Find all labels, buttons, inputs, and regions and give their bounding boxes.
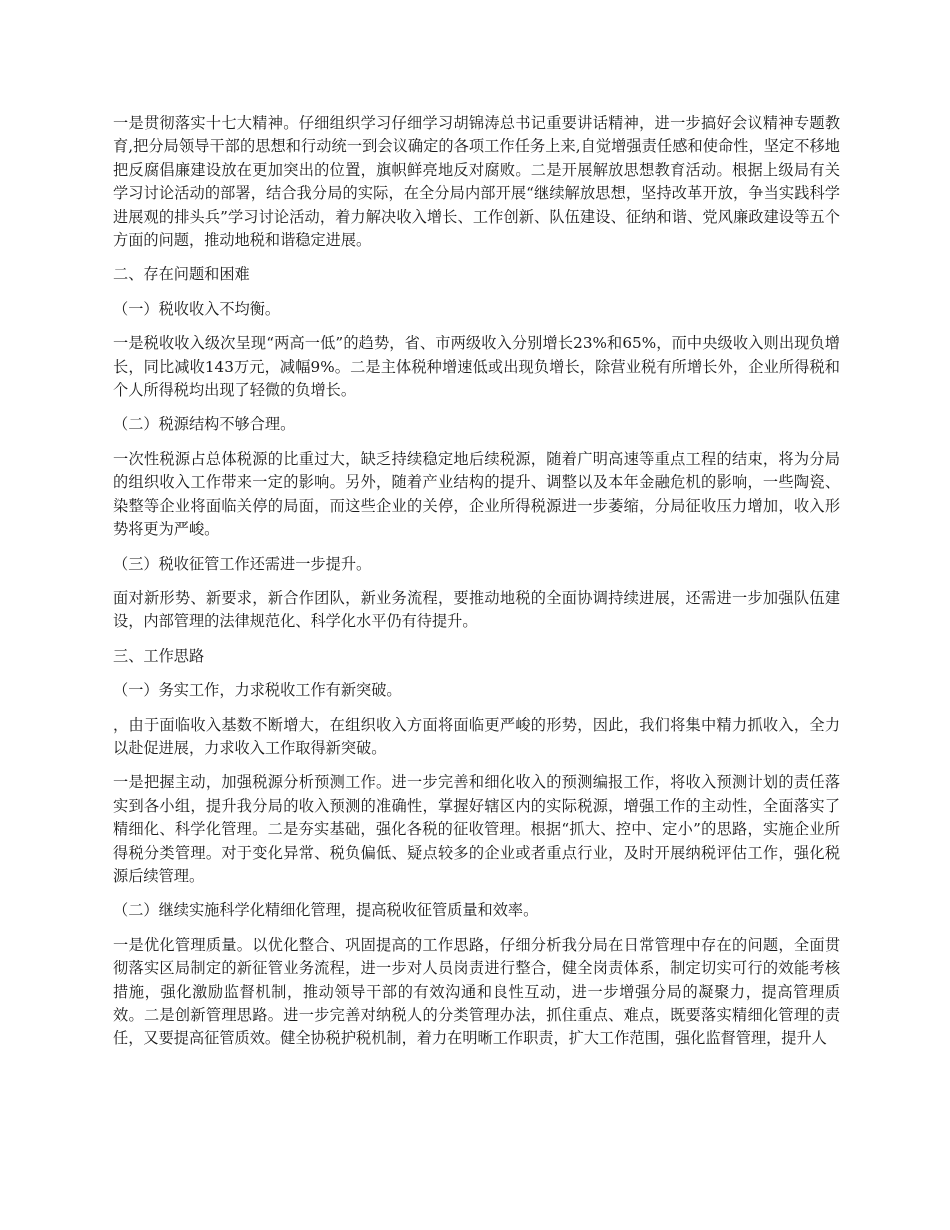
subheading-revenue-imbalance: （一）税收收入不均衡。 xyxy=(113,299,281,318)
paragraph-management-quality: 一是优化管理质量。以优化整合、巩固提高的工作思路，仔细分析我分局在日常管理中存在的问题，全面贯彻落实区局制定的新征管业务流程，进一步对人员岗责进行整合，健全岗责体系，制定切实可行的效能考核措施，强化激励监督机制，推动领导干部的有效沟通和良性互动，进一步增强分局的凝聚力，提高管理质效。二是创新管理思路。进一步完善对纳税人的分类管理办法，抓住重点、难点，既要落实精细化管理的责任，又要提高征管质效。健全协税护税机制，着力在明晰工作职责，扩大工作范围，强化监督管理，提升人 xyxy=(113,935,840,1048)
subheading-tax-source-structure: （二）税源结构不够合理。 xyxy=(113,415,296,434)
paragraph-forecast-analysis: 一是把握主动，加强税源分析预测工作。进一步完善和细化收入的预测编报工作，将收入预测计划的责任落实到各小组，提升我分局的收入预测的准确性，掌握好辖区内的实际税源，增强工作的主动性，全面落实了精细化、科学化管理。二是夯实基础，强化各税的征收管理。根据“抓大、控中、定小”的思路，实施企业所得税分类管理。对于变化异常、税负偏低、疑点较多的企业或者重点行业，及时开展纳税评估工作，强化税源后续管理。 xyxy=(113,773,840,885)
paragraph-revenue-imbalance: 一是税收收入级次呈现“两高一低”的趋势，省、市两级收入分别增长23%和65%，而中央级收入则出现负增长，同比减收143万元，减幅9%。二是主体税种增速低或出现负增长，除营业税有所增长外，企业所得税和个人所得税均出现了轻微的负增长。 xyxy=(113,334,840,400)
subheading-refined-management: （二）继续实施科学化精细化管理，提高税收征管质量和效率。 xyxy=(113,901,539,920)
subheading-collection-management: （三）税收征管工作还需进一步提升。 xyxy=(113,554,372,573)
paragraph-revenue-focus: ，由于面临收入基数不断增大，在组织收入方面将面临更严峻的形势，因此，我们将集中精力抓收入，全力以赴促进展，力求收入工作取得新突破。 xyxy=(113,715,840,757)
paragraph-tax-source-structure: 一次性税源占总体税源的比重过大，缺乏持续稳定地后续税源，随着广明高速等重点工程的结束，将为分局的组织收入工作带来一定的影响。另外，随着产业结构的提升、调整以及本年金融危机的影响，一些陶瓷、染整等企业将面临关停的局面，而这些企业的关停，企业所得税源进一步萎缩，分局征收压力增加，收入形势将更为严峻。 xyxy=(113,449,840,539)
section-heading-work-plan: 三、工作思路 xyxy=(113,646,205,665)
document-page xyxy=(113,112,840,1062)
paragraph-collection-management: 面对新形势、新要求，新合作团队，新业务流程，要推动地税的全面协调持续进展，还需进一步加强队伍建设，内部管理的法律规范化、科学化水平仍有待提升。 xyxy=(113,588,840,631)
subheading-breakthrough: （一）务实工作，力求税收工作有新突破。 xyxy=(113,681,402,700)
section-heading-problems: 二、存在问题和困难 xyxy=(113,265,250,284)
paragraph-study-education: 一是贯彻落实十七大精神。仔细组织学习仔细学习胡锦涛总书记重要讲话精神，进一步搞好会议精神专题教育,把分局领导干部的思想和行动统一到会议确定的各项工作任务上来,自觉增强责任感和使命性，坚定不移地把反腐倡廉建设放在更加突出的位置，旗帜鲜亮地反对腐败。二是开展解放思想教育活动。根据上级局有关学习讨论活动的部署，结合我分局的实际，在全分局内部开展“继续解放思想，坚持改革开放，争当实践科学进展观的排头兵”学习讨论活动，着力解决收入增长、工作创新、队伍建设、征纳和谐、党风廉政建设等五个方面的问题，推动地税和谐稳定进展。 xyxy=(113,114,840,250)
